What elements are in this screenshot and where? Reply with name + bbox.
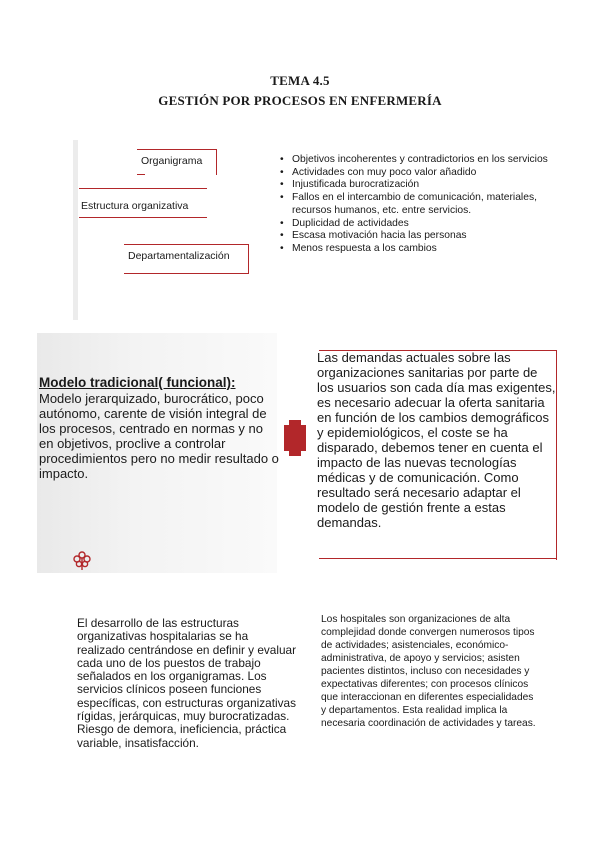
box-estructura <box>79 188 207 218</box>
model-heading: Modelo tradicional( funcional): <box>39 375 236 390</box>
risk-paragraph: Riesgo de demora, ineficiencia, práctica variable, insatisfacción. <box>77 722 287 750</box>
hospital-structure-text <box>77 617 299 750</box>
problems-list <box>278 154 562 256</box>
demands-text: Las demandas actuales sobre las organizaciones sanitarias por parte de los usuarios son cada día mas exigentes, es necesario adecuar la oferta sanitaria en función de los cambios demográficos y epidemiológicos, el coste se ha disparado, debemos tener en cuenta el impacto de las nuevas tecnologías médicas y de comunicación. Como resultado será necesario adaptar el modelo de gestión frente a estas demandas. <box>317 350 556 530</box>
box-estructura-label: Estructura organizativa <box>81 200 189 212</box>
slide-structure <box>73 140 560 320</box>
list-item: • Injustificada burocratización <box>292 179 562 192</box>
box-organigrama-label: Organigrama <box>141 155 203 167</box>
list-item: • Menos respuesta a los cambios <box>292 243 562 256</box>
box-departamentalizacion-label: Departamentalización <box>128 250 230 262</box>
box-organigrama <box>137 149 217 169</box>
structure-paragraph: El desarrollo de las estructuras organizativas hospitalarias se ha realizado centrándose en definir y evaluar cada uno de los puestos de trabajo señalados en los organigramas. Los servicios clínicos poseen funciones específicas, con estructuras organizativas rígidas, jerárquicas, muy burocratizadas. <box>77 616 297 724</box>
slide-traditional-model <box>37 333 559 573</box>
red-cross-icon <box>284 420 306 456</box>
list-item: • Escasa motivación hacia las personas <box>292 230 562 243</box>
list-item: • Actividades con muy poco valor añadido <box>292 167 562 180</box>
hospital-complexity-text: Los hospitales son organizaciones de alta complejidad donde convergen numerosos tipos de actividades; asistenciales, económico-administrativa, de apoyo y servicios; asisten pacientes distintos, incluso con necesidades y expectativas diferentes; con procesos clínicos que interaccionan en diferentes especialidades y departamentos. Esta realidad implica la necesaria coordinación de actividades y tareas. <box>321 614 536 729</box>
list-item: • Fallos en el intercambio de comunicación, materiales, recursos humanos, etc. entre servicios. <box>292 192 562 217</box>
list-item: • Objetivos incoherentes y contradictorios en los servicios <box>292 154 562 167</box>
box-departamentalizacion <box>124 244 249 268</box>
document-subtitle: GESTIÓN POR PROCESOS EN ENFERMERÍA <box>158 93 442 108</box>
divider-bottom <box>319 558 557 559</box>
model-description: Modelo jerarquizado, burocrático, poco autónomo, carente de visión integral de los procesos, centrado en normas y no en objetivos, proclive a controlar procedimientos pero no medir resultado o impacto. <box>39 391 279 481</box>
slide-shade <box>73 140 78 320</box>
list-item: • Duplicidad de actividades <box>292 218 562 231</box>
document-title: TEMA 4.5 <box>270 73 330 88</box>
flower-logo-icon <box>71 549 93 571</box>
